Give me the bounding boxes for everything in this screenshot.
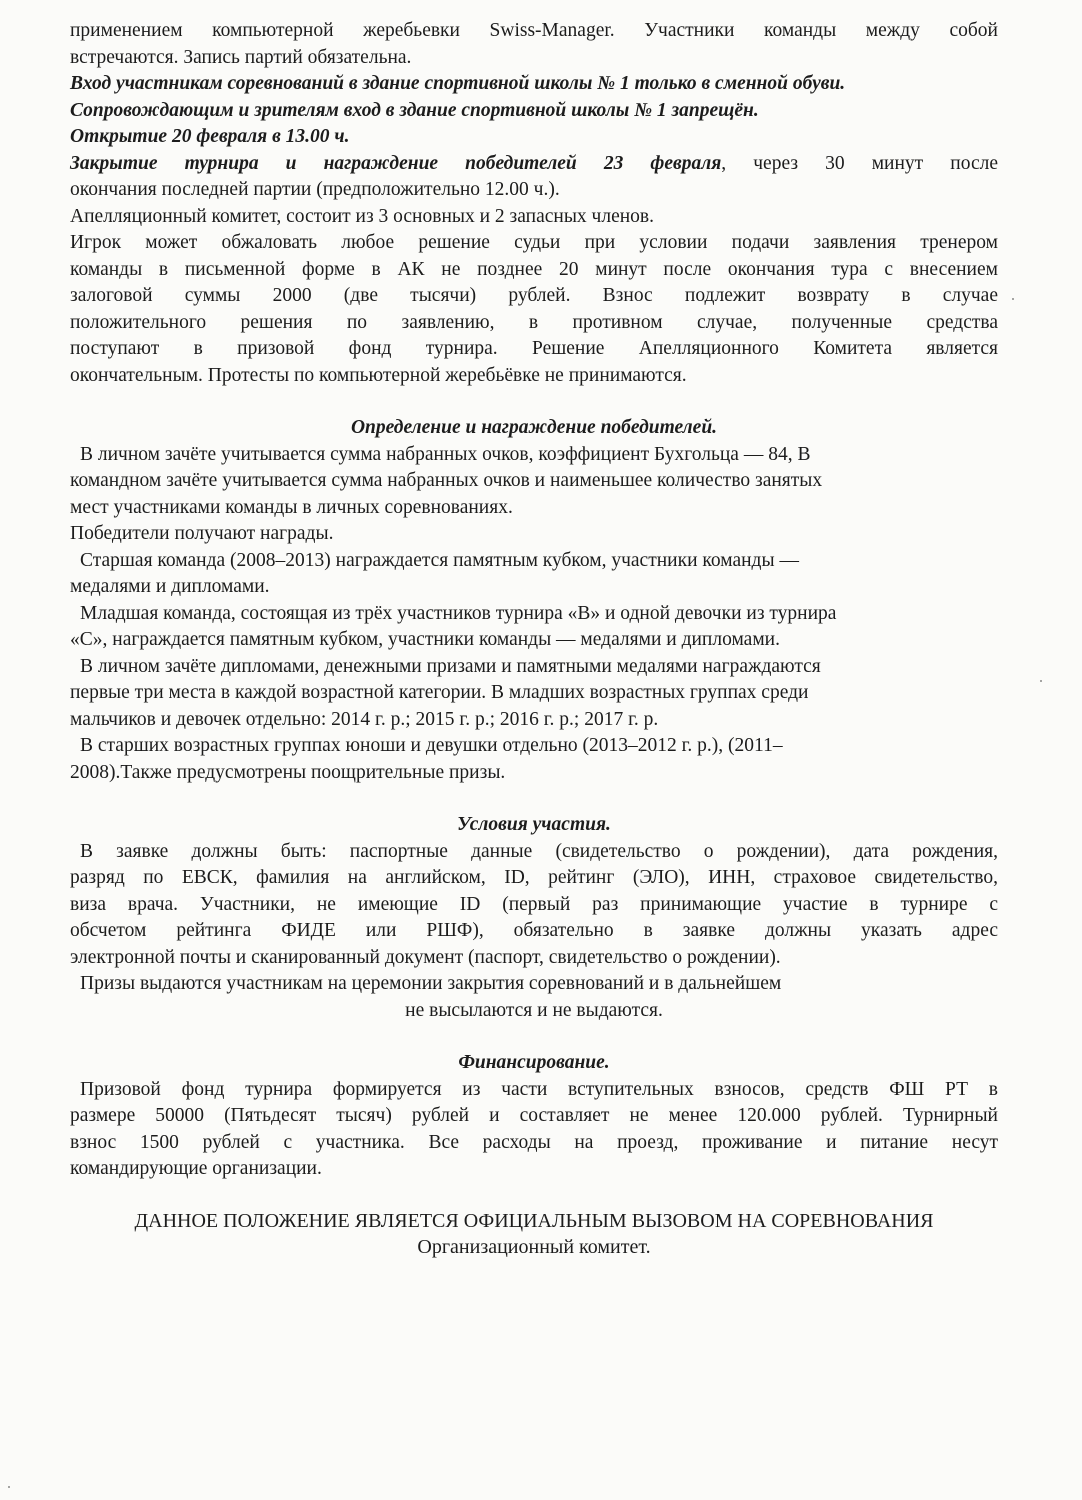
section-heading: Определение и награждение победителей. xyxy=(350,417,718,438)
opening-time: Открытие 20 февраля в 13.00 ч. xyxy=(70,126,350,147)
regulations-top-section xyxy=(70,18,998,389)
text-line: медалями и дипломами. xyxy=(70,576,270,597)
closing-bold: Закрытие турнира и награждение победителей 23 февраля xyxy=(70,152,722,174)
text-line: разряд по ЕВСК, фамилия на английском, ID, рейтинг (ЭЛО), ИНН, страховое свидетельство, xyxy=(70,867,998,888)
text-line: «С», награждается памятным кубком, участники команды — медалями и дипломами. xyxy=(70,629,780,650)
section-heading: Условия участия. xyxy=(457,814,611,835)
text-line: В личном зачёте учитывается сумма набранных очков, коэффициент Бухгольца — 84, В xyxy=(80,443,811,465)
section-heading: Финансирование. xyxy=(458,1052,610,1073)
closing-time xyxy=(70,151,998,178)
text-line: виза врача. Участники, не имеющие ID (первый раз принимающие участие в турнире с xyxy=(70,893,998,915)
text-line: применением компьютерной жеребьевки Swiss-Manager. Участники команды между собой xyxy=(70,20,998,41)
financing-section xyxy=(70,1050,998,1183)
text-line: Игрок может обжаловать любое решение судьи при условии подачи заявления тренером xyxy=(70,232,998,253)
text-line: Младшая команда, состоящая из трёх участников турнира «В» и одной девочки из турнира xyxy=(80,602,837,624)
text-line: не высылаются и не выдаются. xyxy=(405,999,663,1021)
text-line: Призы выдаются участникам на церемонии закрытия соревнований и в дальнейшем xyxy=(80,973,782,994)
entry-rule: Вход участникам соревнований в здание спортивной школы № 1 только в сменной обуви. xyxy=(70,73,846,94)
text-line: залоговой суммы 2000 (две тысячи) рублей. Взнос подлежит возврату в случае xyxy=(70,285,998,306)
document-page xyxy=(70,18,998,1261)
appeal-committee: Апелляционный комитет, состоит из 3 основных и 2 запасных членов. xyxy=(70,205,655,227)
official-statement: ДАННОЕ ПОЛОЖЕНИЕ ЯВЛЯЕТСЯ ОФИЦИАЛЬНЫМ ВЫЗОВОМ НА СОРЕВНОВАНИЯ xyxy=(134,1209,934,1232)
text-line: В заявке должны быть: паспортные данные (свидетельство о рождении), дата рождения, xyxy=(80,840,998,862)
organizing-committee: Организационный комитет. xyxy=(417,1236,651,1258)
text-line: Старшая команда (2008–2013) награждается памятным кубком, участники команды — xyxy=(80,549,799,571)
text-line: командирующие организации. xyxy=(70,1158,322,1179)
spectators-rule: Сопровождающим и зрителям вход в здание спортивной школы № 1 запрещён. xyxy=(70,99,759,121)
text-line: окончательным. Протесты по компьютерной жеребьёвке не принимаются. xyxy=(70,364,687,386)
text-line: поступают в призовой фонд турнира. Решение Апелляционного Комитета является xyxy=(70,338,998,359)
text-line: мальчиков и девочек отдельно: 2014 г. р.; 2015 г. р.; 2016 г. р.; 2017 г. р. xyxy=(70,708,659,730)
scan-speck xyxy=(1012,298,1014,300)
text-line: размере 50000 (Пятьдесят тысяч) рублей и составляет не менее 120.000 рублей. Турнирный xyxy=(70,1105,998,1126)
official-call-footer xyxy=(70,1208,998,1261)
text-line: команды в письменной форме в АК не позднее 20 минут после окончания тура с внесением xyxy=(70,258,998,280)
text-line: В личном зачёте дипломами, денежными призами и памятными медалями награждаются xyxy=(80,655,821,677)
winners-section xyxy=(70,415,998,786)
text-line: 2008).Также предусмотрены поощрительные призы. xyxy=(70,761,506,783)
text-line: обсчетом рейтинга ФИДЕ или РШФ), обязательно в заявке должны указать адрес xyxy=(70,920,998,941)
scan-speck xyxy=(8,1486,10,1488)
text-line: командном зачёте учитывается сумма набранных очков и наименьшее количество занятых xyxy=(70,470,823,491)
closing-rest: , через 30 минут после xyxy=(721,152,998,174)
text-line: взнос 1500 рублей с участника. Все расходы на проезд, проживание и питание несут xyxy=(70,1131,998,1153)
text-line: В старших возрастных группах юноши и девушки отдельно (2013–2012 г. р.), (2011– xyxy=(80,735,783,756)
text-line: положительного решения по заявлению, в противном случае, полученные средства xyxy=(70,311,998,333)
text-line: электронной почты и сканированный документ (паспорт, свидетельство о рождении). xyxy=(70,946,781,968)
scan-speck xyxy=(1040,680,1042,682)
text-line: мест участниками команды в личных соревнованиях. xyxy=(70,496,513,518)
text-line: окончания последней партии (предположительно 12.00 ч.). xyxy=(70,179,560,200)
text-line: встречаются. Запись партий обязательна. xyxy=(70,46,412,68)
text-line: первые три места в каждой возрастной категории. В младших возрастных группах среди xyxy=(70,682,809,703)
conditions-section xyxy=(70,812,998,1024)
text-line: Победители получают награды. xyxy=(70,523,334,544)
text-line: Призовой фонд турнира формируется из части вступительных взносов, средств ФШ РТ в xyxy=(80,1078,998,1100)
